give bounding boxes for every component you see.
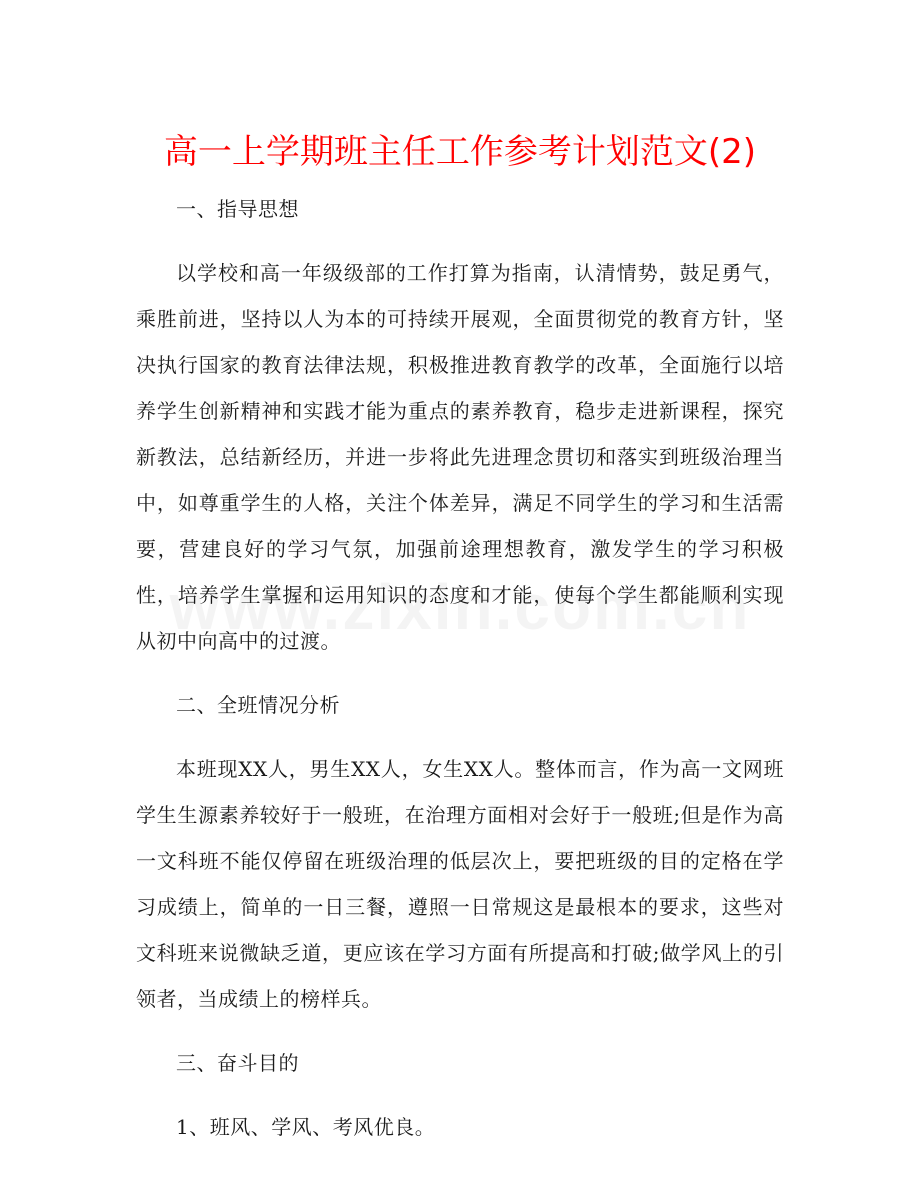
goal-item-1: 1、班风、学风、考风优良。 [176,1115,436,1139]
document-title: 高一上学期班主任工作参考计划范文(2) [163,132,757,172]
section-heading-class-analysis: 二、全班情况分析 [176,693,340,717]
section-heading-goals: 三、奋斗目的 [176,1051,299,1075]
document-body [136,186,784,1150]
paragraph-guiding-ideology: 以学校和高一年级级部的工作打算为指南，认清情势，鼓足勇气，乘胜前进，坚持以人为本的可持续开展观，全面贯彻党的教育方针，坚决执行国家的教育法律法规，积极推进教育教学的改革，全面施行以培养学生创新精神和实践才能为重点的素养教育，稳步走进新课程，探究新教法，总结新经历，并进一步将此先进理念贯切和落实到班级治理当中，如尊重学生的人格，关注个体差异，满足不同学生的学习和生活需要，营建良好的学习气氛，加强前途理想教育，激发学生的学习积极性，培养学生掌握和运用知识的态度和才能，使每个学生都能顺利实现从初中向高中的过渡。 [136,261,784,653]
paragraph-class-analysis: 本班现XX人，男生XX人，女生XX人。整体而言，作为高一文网班学生生源素养较好于一般班，在治理方面相对会好于一般班;但是作为高一文科班不能仅停留在班级治理的低层次上，要把班级的目的定格在学习成绩上，简单的一日三餐，遵照一日常规这是最根本的要求，这些对文科班来说微缺乏道，更应该在学习方面有所提高和打破;做学风上的引领者，当成绩上的榜样兵。 [136,757,784,1011]
section-heading-guiding-ideology: 一、指导思想 [176,197,299,221]
